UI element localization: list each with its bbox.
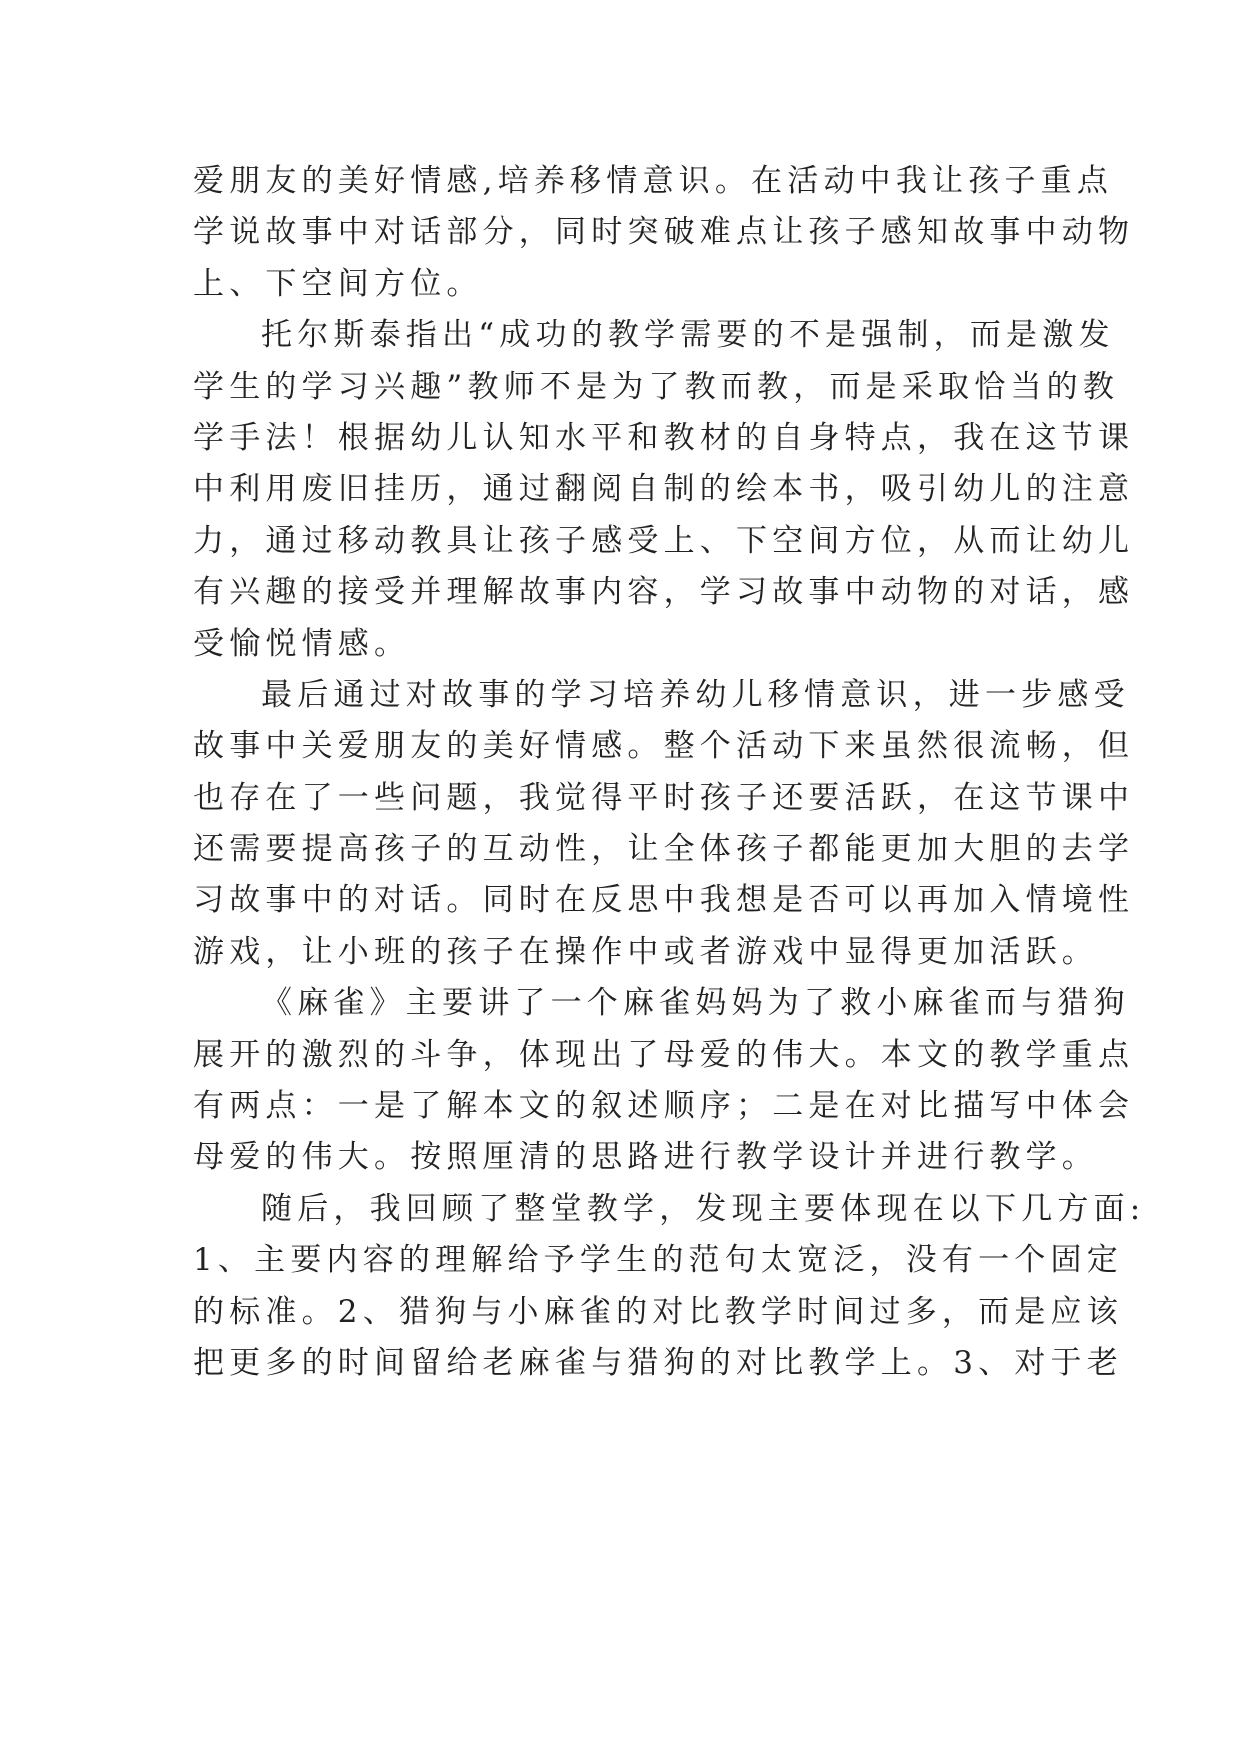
- text-line: 有两点：一是了解本文的叙述顺序；二是在对比描写中体会: [193, 1088, 1135, 1125]
- text-line: 最后通过对故事的学习培养幼儿移情意识，进一步感受: [261, 676, 1130, 713]
- text-line: 习故事中的对话。同时在反思中我想是否可以再加入情境性: [193, 882, 1135, 919]
- text-line: 随后，我回顾了整堂教学，发现主要体现在以下几方面:: [261, 1190, 1146, 1227]
- text-line: 有兴趣的接受并理解故事内容，学习故事中动物的对话，感: [193, 574, 1135, 611]
- text-line: 《麻雀》主要讲了一个麻雀妈妈为了救小麻雀而与猎狗: [261, 985, 1130, 1022]
- text-line: 学手法！根据幼儿认知水平和教材的自身特点，我在这节课: [193, 419, 1135, 456]
- text-line: 展开的激烈的斗争，体现出了母爱的伟大。本文的教学重点: [193, 1036, 1135, 1073]
- text-line: 中利用废旧挂历，通过翻阅自制的绘本书，吸引幼儿的注意: [193, 471, 1135, 508]
- text-line: 母爱的伟大。按照厘清的思路进行教学设计并进行教学。: [193, 1139, 1098, 1176]
- text-line: 托尔斯泰指出“成功的教学需要的不是强制，而是激发: [261, 317, 1115, 354]
- text-line: 学生的学习兴趣”教师不是为了教而教，而是采取恰当的教: [193, 368, 1120, 405]
- text-line: 也存在了一些问题，我觉得平时孩子还要活跃，在这节课中: [193, 779, 1135, 816]
- text-line: 游戏，让小班的孩子在操作中或者游戏中显得更加活跃。: [193, 933, 1098, 970]
- text-line: 受愉悦情感。: [193, 625, 411, 662]
- text-line: 把更多的时间留给老麻雀与猎狗的对比教学上。3、对于老: [193, 1344, 1123, 1381]
- text-line: 还需要提高孩子的互动性，让全体孩子都能更加大胆的去学: [193, 831, 1135, 868]
- text-line: 1、主要内容的理解给予学生的范句太宽泛，没有一个固定: [193, 1242, 1123, 1279]
- body-text: [193, 156, 1146, 1389]
- text-line: 的标准。2、猎狗与小麻雀的对比教学时间过多，而是应该: [193, 1293, 1123, 1330]
- text-line: 力，通过移动教具让孩子感受上、下空间方位，从而让幼儿: [193, 522, 1135, 559]
- text-line: 上、下空间方位。: [193, 265, 483, 302]
- text-line: 故事中关爱朋友的美好情感。整个活动下来虽然很流畅，但: [193, 728, 1135, 765]
- text-line: 爱朋友的美好情感,培养移情意识。在活动中我让孩子重点: [193, 163, 1114, 199]
- text-line: 学说故事中对话部分，同时突破难点让孩子感知故事中动物: [193, 214, 1135, 251]
